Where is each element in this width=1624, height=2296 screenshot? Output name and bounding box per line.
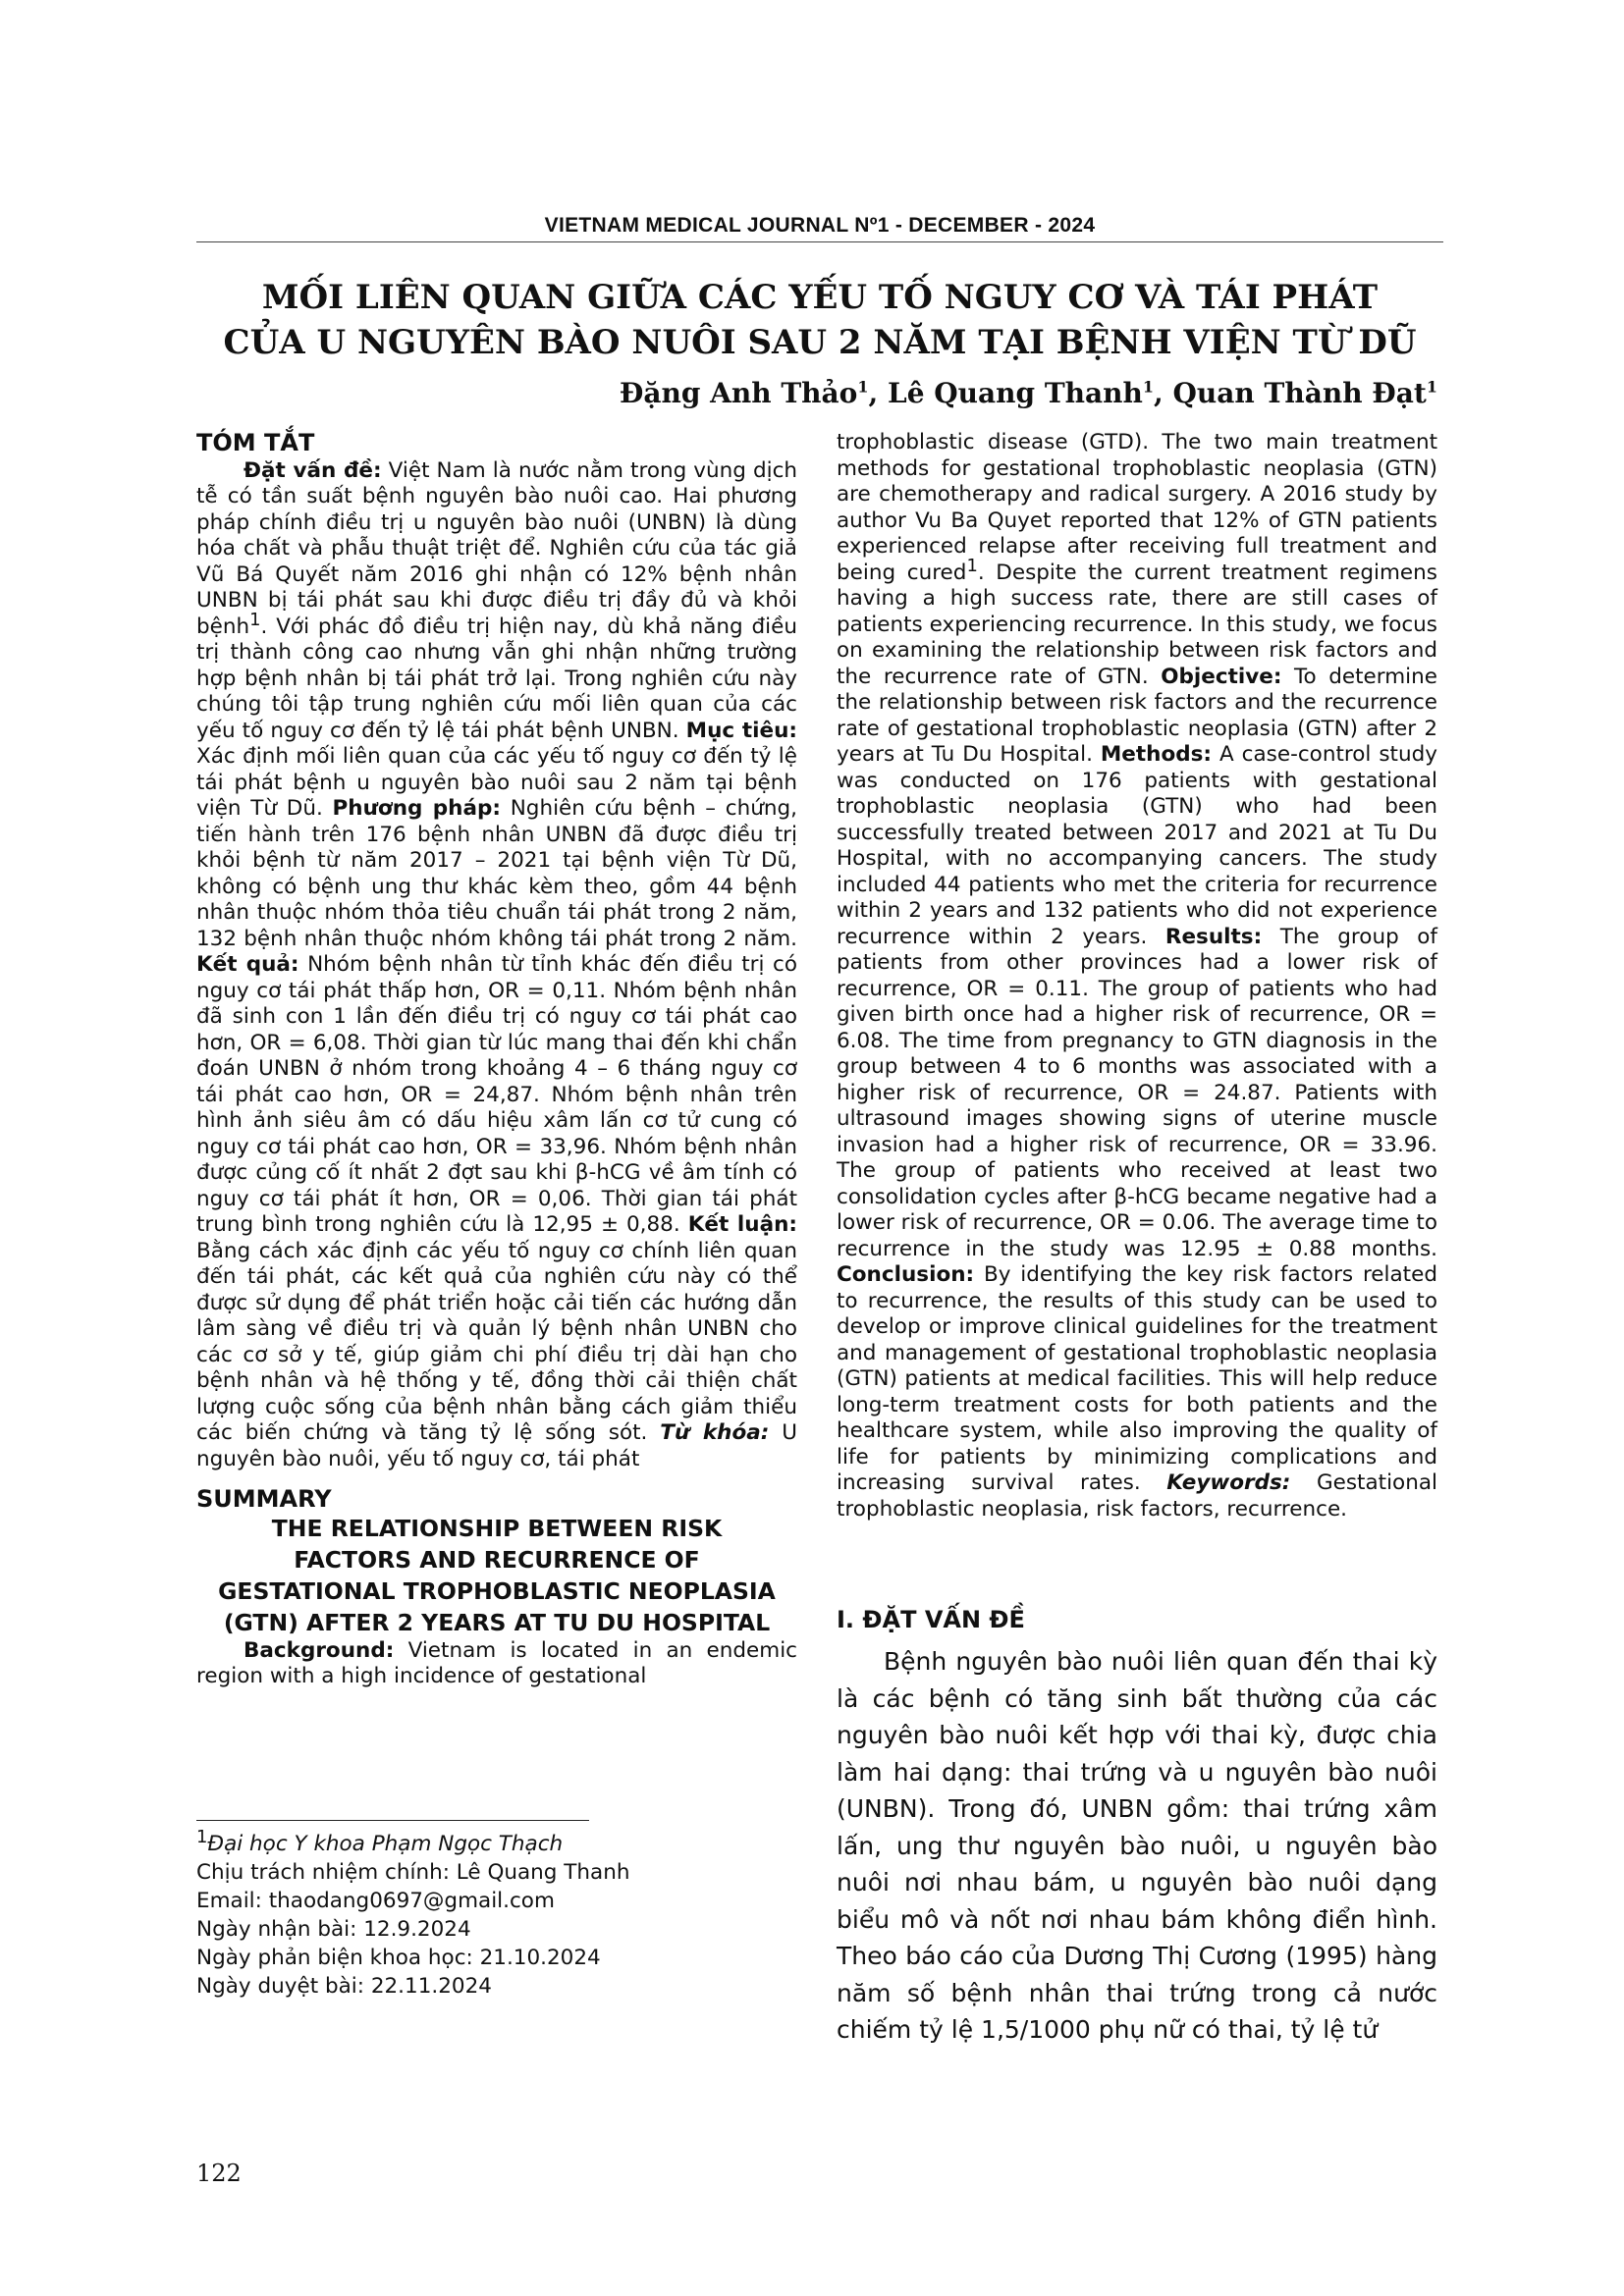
accepted-date: Ngày duyệt bài: 22.11.2024 [196,1974,492,1999]
results-label-en: Results: [1164,924,1263,949]
right-column [837,430,1437,1522]
author-affiliation-mark: 1 [1426,377,1437,397]
corresponding-author: Chịu trách nhiệm chính: Lê Quang Thanh [196,1860,630,1885]
summary-title-line: (GTN) AFTER 2 YEARS AT TU DU HOSPITAL [223,1608,771,1636]
results-label: Kết quả: [196,952,299,977]
page-number: 122 [196,2160,242,2187]
summary-title-line: FACTORS AND RECURRENCE OF [294,1545,700,1574]
author-name: Đặng Anh Thảo [619,377,858,409]
running-head: VIETNAM MEDICAL JOURNAL Nº1 - DECEMBER - 2024 [544,214,1096,237]
objective-label: Mục tiêu: [685,718,797,743]
review-date: Ngày phản biện khoa học: 21.10.2024 [196,1946,601,1970]
author-name: Lê Quang Thanh [888,377,1143,409]
summary-title-line: THE RELATIONSHIP BETWEEN RISK [271,1514,723,1542]
email: Email: thaodang0697@gmail.com [196,1889,555,1913]
author-affiliation-mark: 1 [1142,377,1155,397]
article-title-line-2: CỦA U NGUYÊN BÀO NUÔI SAU 2 NĂM TẠI BỆNH VIỆN TỪ DŨ [223,323,1417,362]
abstract-vi-text: Đặt vấn đề: Việt Nam là nước nằm trong vùng dịch tễ có tần suất bệnh nguyên bào nuôi cao. Hai phương pháp chính điều trị u nguyên bào nuôi (UNBN) là dùng hóa chất và phẫu thuật triệt để. Nghiên cứu của tác giả Vũ Bá Quyết năm 2016 ghi nhận có 12% bệnh nhân UNBN bị tái phát sau khi được điều trị đầy đủ và khỏi bệnh$^1$. Với phác đồ điều trị hiện nay, dù khả năng điều trị thành công cao nhưng vẫn ghi nhận những trường hợp bệnh nhân bị tái phát trở lại. Trong nghiên cứu này chúng tôi tập trung nghiên cứu mối liên quan của các yếu tố nguy cơ đến tỷ lệ tái phát bệnh UNBN. Mục tiêu: Xác định mối liên quan của các yếu tố nguy cơ đến tỷ lệ tái phát bệnh u nguyên bào nuôi sau 2 năm tại bệnh viện Từ Dũ. Phương pháp: Nghiên cứu bệnh – chứng, tiến hành trên 176 bệnh nhân UNBN đã được điều trị khỏi bệnh từ năm 2017 – 2021 tại bệnh viện Từ Dũ, không có bệnh ung thư khác kèm theo, gồm 44 bệnh nhân thuộc nhóm thỏa tiêu chuẩn tái phát trong 2 năm, 132 bệnh nhân thuộc nhóm không tái phát trong 2 năm. Kết quả: Nhóm bệnh nhân từ tỉnh khác đến điều trị có nguy cơ tái phát thấp hơn, OR = 0,11. Nhóm bệnh nhân đã sinh con 1 lần đến điều trị có nguy cơ tái phát cao hơn, OR = 6,08. Thời gian từ lúc mang thai đến khi chẩn đoán UNBN ở nhóm trong khoảng 4 – 6 tháng nguy cơ tái phát cao hơn, OR = 24,87. Nhóm bệnh nhân trên hình ảnh siêu âm có dấu hiệu xâm lấn cơ tử cung có nguy cơ tái phát cao hơn, OR = 33,96. Nhóm bệnh nhân được củng cố ít nhất 2 đợt sau khi β-hCG về âm tính có nguy cơ tái phát ít hơn, OR = 0,06. Thời gian tái phát trung bình trong nghiên cứu là 12,95 ± 0,88. Kết luận: Bằng cách xác định các yếu tố nguy cơ chính liên quan đến tái phát, các kết quả của nghiên cứu này có thể được sử dụng để phát triển hoặc cải tiến các hướng dẫn lâm sàng về điều trị và quản lý bệnh nhân UNBN cho các cơ sở y tế, giúp giảm chi phí điều trị dài hạn cho bệnh nhân và hệ thống y tế, đồng thời cải thiện chất lượng cuộc sống của bệnh nhân bằng cách giảm thiểu các biến chứng và tăng tỷ lệ sống sót. Từ khóa: U nguyên bào nuôi, yếu tố nguy cơ, tái phát [196,457,798,1471]
header-rule [196,241,1443,242]
affiliation: Đại học Y khoa Phạm Ngọc Thạch [207,1832,564,1856]
summary-heading: SUMMARY [196,1485,332,1513]
background-label-en: Background: [244,1637,395,1663]
methods-label: Phương pháp: [332,796,501,821]
objective-label-en: Objective: [1161,664,1282,689]
methods-label-en: Methods: [1100,742,1213,767]
keywords-label-en: Keywords: [1166,1470,1291,1495]
left-column [196,430,797,1690]
conclusion-label: Kết luận: [687,1212,798,1237]
keywords-label: Từ khóa: [660,1420,770,1445]
received-date: Ngày nhận bài: 12.9.2024 [196,1917,471,1942]
author-affiliation-mark: 1 [857,377,869,397]
author-name: Quan Thành Đạt [1172,377,1427,409]
section-heading: I. ĐẶT VẤN ĐỀ [837,1606,1025,1633]
background-label: Đặt vấn đề: [244,457,382,483]
footnote [196,1826,630,2001]
author-list: Đặng Anh Thảo$^1$, Lê Quang Thanh$^1$, Quan Thành Đạt$^1$ [619,377,1437,409]
footnote-mark: 1 [196,1826,208,1847]
abstract-heading: TÓM TẮT [196,429,315,456]
footnote-rule [196,1820,589,1821]
summary-background-start: Background: Vietnam is located in an endemic region with a high incidence of gestational [196,1637,797,1688]
summary-title-line: GESTATIONAL TROPHOBLASTIC NEOPLASIA [218,1576,776,1605]
citation-mark: 1 [966,555,978,576]
article-title-line-1: MỐI LIÊN QUAN GIỮA CÁC YẾU TỐ NGUY CƠ VÀ TÁI PHÁT [261,278,1379,317]
summary-text: trophoblastic disease (GTD). The two main treatment methods for gestational trophoblastic neoplasia (GTN) are chemotherapy and radical surgery. A 2016 study by author Vu Ba Quyet reported that 12% of GTN patients experienced relapse after receiving full treatment and being cured$^1$. Despite the current treatment regimens having a high success rate, there are still cases of patients experiencing recurrence. In this study, we focus on examining the relationship between risk factors and the recurrence rate of GTN. Objective: To determine the relationship between risk factors and the recurrence rate of gestational trophoblastic neoplasia (GTN) after 2 years at Tu Du Hospital. Methods: A case-control study was conducted on 176 patients with gestational trophoblastic neoplasia (GTN) who had been successfully treated between 2017 and 2021 at Tu Du Hospital, with no accompanying cancers. The study included 44 patients who met the criteria for recurrence within 2 years and 132 patients who did not experience recurrence within 2 years. Results: The group of patients from other provinces had a lower risk of recurrence, OR = 0.11. The group of patients who had given birth once had a higher risk of recurrence, OR = 6.08. The time from pregnancy to GTN diagnosis in the group between 4 to 6 months was associated with a higher risk of recurrence, OR = 24.87. Patients with ultrasound images showing signs of uterine muscle invasion had a higher risk of recurrence, OR = 33.96. The group of patients who received at least two consolidation cycles after β-hCG became negative had a lower risk of recurrence, OR = 0.06. The average time to recurrence in the study was 12.95 ± 0.88 months. Conclusion: By identifying the key risk factors related to recurrence, the results of this study can be used to develop or improve clinical guidelines for the treatment and management of gestational trophoblastic neoplasia (GTN) patients at medical facilities. This will help reduce long-term treatment costs for both patients and the healthcare system, while also improving the quality of life for patients by minimizing complications and increasing survival rates. Keywords: Gestational trophoblastic neoplasia, risk factors, recurrence. [837,430,1437,1522]
conclusion-label-en: Conclusion: [837,1262,975,1287]
section-body-text: Bệnh nguyên bào nuôi liên quan đến thai kỳ là các bệnh có tăng sinh bất thường của các nguyên bào nuôi kết hợp với thai kỳ, được chia làm hai dạng: thai trứng và u nguyên bào nuôi (UNBN). Trong đó, UNBN gồm: thai trứng xâm lấn, ung thư nguyên bào nuôi, u nguyên bào nuôi nơi nhau bám, u nguyên bào nuôi dạng biểu mô và nốt nơi nhau bám không điển hình. Theo báo cáo của Dương Thị Cương (1995) hàng năm số bệnh nhân thai trứng trong cả nước chiếm tỷ lệ 1,5/1000 phụ nữ có thai, tỷ lệ tử [837,1647,1437,2044]
citation-mark: 1 [249,609,261,630]
